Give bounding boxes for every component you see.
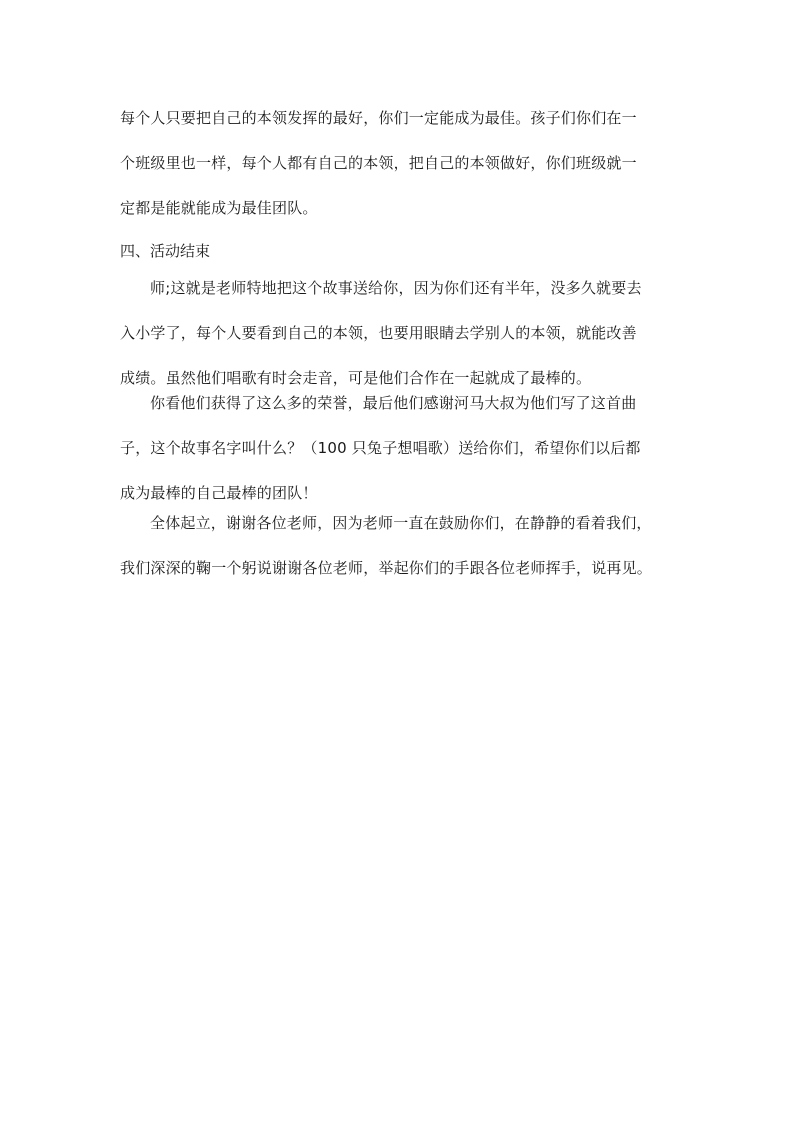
section-heading-activity-end: 四、活动结束: [120, 242, 211, 260]
paragraph-1: [120, 103, 637, 223]
paragraph-1-line-3: 定都是能就能成为最佳团队。: [120, 199, 318, 217]
paragraph-1-line-2: 个班级里也一样，每个人都有自己的本领，把自己的本领做好，你们班级就一: [120, 154, 637, 172]
paragraph-2-line-2: 入小学了，每个人要看到自己的本领，也要用眼睛去学别人的本领，就能改善: [120, 324, 637, 342]
paragraph-4: [120, 508, 652, 583]
paragraph-1-line-1: 每个人只要把自己的本领发挥的最好，你们一定能成为最佳。孩子们你们在一: [120, 109, 637, 127]
paragraph-2-line-1: 师;这就是老师特地把这个故事送给你，因为你们还有半年，没多久就要去: [150, 279, 642, 297]
paragraph-4-line-1: 全体起立，谢谢各位老师，因为老师一直在鼓励你们，在静静的看着我们，: [150, 514, 652, 532]
paragraph-4-line-2: 我们深深的鞠一个躬说谢谢各位老师，举起你们的手跟各位老师挥手，说再见。: [120, 559, 653, 577]
paragraph-3-line-2: 子，这个故事名字叫什么？（100 只兔子想唱歌）送给你们，希望你们以后都: [120, 439, 641, 457]
paragraph-3: [120, 388, 641, 508]
paragraph-3-line-3: 成为最棒的自己最棒的团队！: [120, 484, 318, 502]
paragraph-2-line-3: 成绩。虽然他们唱歌有时会走音，可是他们合作在一起就成了最棒的。: [120, 369, 592, 387]
paragraph-3-line-1: 你看他们获得了这么多的荣誉，最后他们感谢河马大叔为他们写了这首曲: [150, 394, 637, 412]
paragraph-2: [120, 273, 642, 393]
